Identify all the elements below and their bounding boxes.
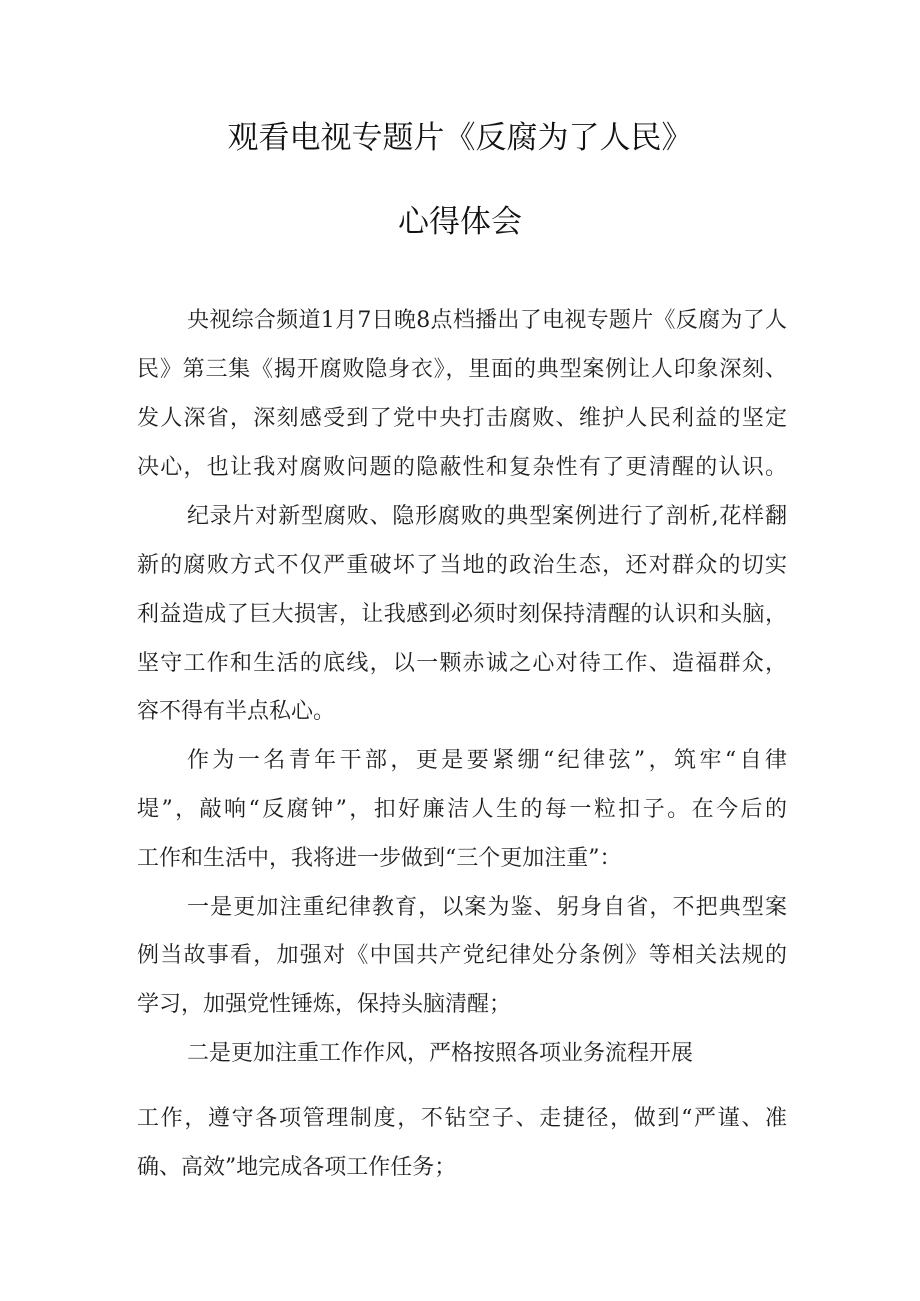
paragraph-5-line-3: 确、高效”地完成各项工作任务；: [137, 1155, 457, 1180]
paragraph-2-line-5: 容不得有半点私心。: [137, 699, 336, 724]
paragraph-1-line-4: 决心，也让我对腐败问题的隐蔽性和复杂性有了更清醒的认识。: [137, 455, 787, 480]
paragraph-2-line-4: 坚守工作和生活的底线，以一颗赤诚之心对待工作、造福群众，: [137, 651, 787, 676]
paragraph-4-line-2: 例当故事看，加强对《中国共产党纪律处分条例》等相关法规的: [137, 943, 787, 968]
paragraph-2-line-1: 纪录片对新型腐败、隐形腐败的典型案例进行了剖析,花样翻: [187, 504, 787, 529]
paragraph-5-line-1: 二是更加注重工作作风，严格按照各项业务流程开展: [187, 1041, 694, 1066]
paragraph-3-line-3: 工作和生活中，我将进一步做到“三个更加注重”：: [137, 846, 622, 871]
paragraph-4-line-1: 一是更加注重纪律教育，以案为鉴、躬身自省，不把典型案: [187, 895, 787, 920]
paragraph-2-line-3: 利益造成了巨大损害，让我感到必须时刻保持清醒的认识和头脑，: [137, 602, 787, 627]
document-title-line-1: 观看电视专题片《反腐为了人民》: [227, 120, 693, 156]
paragraph-3-line-1: 作为一名青年干部，更是要紧绷“纪律弦”，筑牢“自律: [187, 748, 787, 773]
paragraph-1-line-3: 发人深省，深刻感受到了党中央打击腐败、维护人民利益的坚定: [137, 406, 787, 431]
paragraph-2-line-2: 新的腐败方式不仅严重破坏了当地的政治生态，还对群众的切实: [137, 553, 787, 578]
paragraph-1-line-1: 央视综合频道1月7日晚8点档播出了电视专题片《反腐为了人: [187, 308, 787, 333]
paragraph-4-line-3: 学习，加强党性锤炼，保持头脑清醒；: [137, 992, 512, 1017]
document-title-line-2: 心得体会: [398, 204, 522, 240]
paragraph-5-line-2: 工作，遵守各项管理制度，不钻空子、走捷径，做到“严谨、准: [137, 1106, 787, 1131]
paragraph-1-line-2: 民》第三集《揭开腐败隐身衣》，里面的典型案例让人印象深刻、: [137, 357, 787, 382]
paragraph-3-line-2: 堤”，敲响“反腐钟”，扣好廉洁人生的每一粒扣子。在今后的: [137, 797, 787, 822]
